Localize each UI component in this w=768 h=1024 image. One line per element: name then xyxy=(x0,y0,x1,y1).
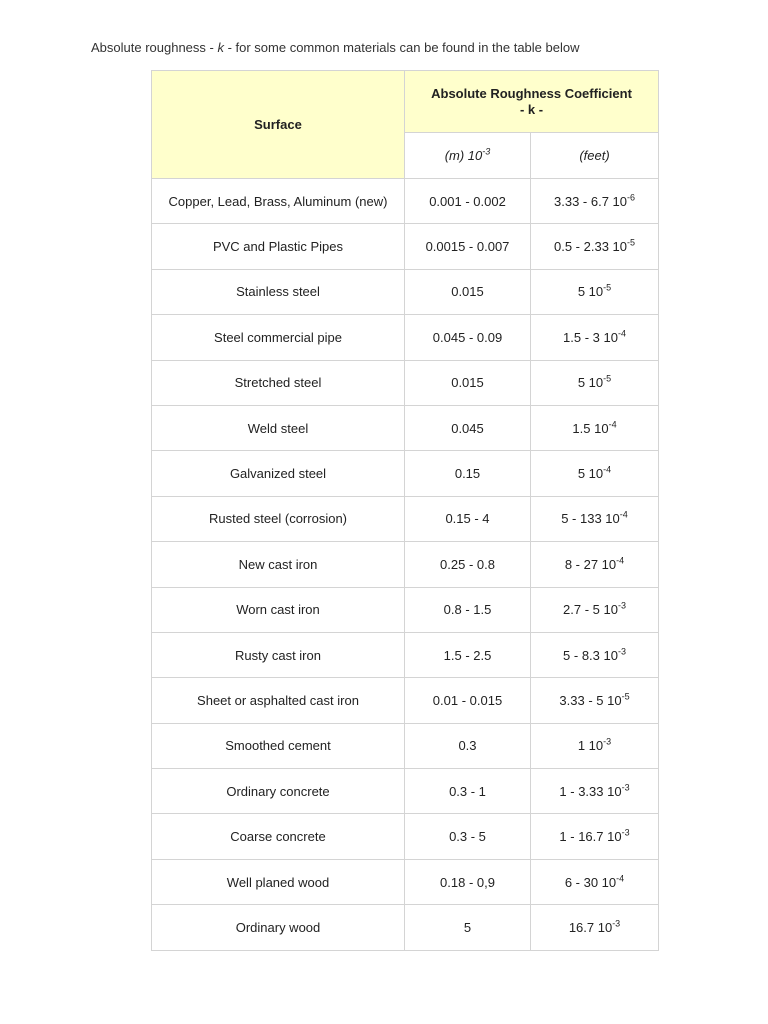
intro-before: Absolute roughness - xyxy=(91,40,218,55)
cell-roughness-meters: 0.001 - 0.002 xyxy=(405,179,531,224)
cell-surface: New cast iron xyxy=(152,542,405,587)
cell-roughness-feet-value: 5 - 133 10 xyxy=(561,511,620,527)
cell-roughness-feet xyxy=(531,814,659,859)
cell-surface: Smoothed cement xyxy=(152,723,405,768)
cell-surface: Worn cast iron xyxy=(152,587,405,632)
cell-surface: Well planed wood xyxy=(152,859,405,904)
header-coefficient-line1: Absolute Roughness Coefficient xyxy=(431,85,632,101)
table-row xyxy=(152,179,659,224)
cell-roughness-feet-value: 5 10 xyxy=(577,466,604,482)
table-row xyxy=(152,496,659,541)
cell-roughness-meters: 1.5 - 2.5 xyxy=(405,632,531,677)
cell-roughness-feet xyxy=(531,269,659,314)
cell-roughness-feet-value: 2.7 - 5 10 xyxy=(563,602,618,618)
cell-roughness-meters: 0.3 xyxy=(405,723,531,768)
cell-roughness-feet-exponent: -4 xyxy=(603,464,612,475)
cell-roughness-meters: 0.25 - 0.8 xyxy=(405,542,531,587)
cell-surface: Weld steel xyxy=(152,405,405,450)
table-row xyxy=(152,723,659,768)
header-unit-feet: (feet) xyxy=(531,133,659,179)
cell-roughness-meters: 0.045 xyxy=(405,405,531,450)
cell-roughness-feet xyxy=(531,632,659,677)
cell-roughness-feet xyxy=(531,859,659,904)
table-row xyxy=(152,360,659,405)
cell-roughness-feet xyxy=(531,542,659,587)
table-row xyxy=(152,632,659,677)
cell-roughness-feet-value: 5 10 xyxy=(577,375,604,391)
table-row xyxy=(152,769,659,814)
header-row-1 xyxy=(152,71,659,133)
cell-roughness-feet-exponent: -3 xyxy=(603,737,612,748)
cell-roughness-meters: 0.01 - 0.015 xyxy=(405,678,531,723)
cell-roughness-feet-value: 5 10 xyxy=(577,284,604,300)
cell-surface: Rusty cast iron xyxy=(152,632,405,677)
table-row xyxy=(152,859,659,904)
cell-roughness-feet-exponent: -4 xyxy=(608,419,617,430)
cell-roughness-meters: 0.0015 - 0.007 xyxy=(405,224,531,269)
cell-roughness-feet xyxy=(531,905,659,950)
intro-k-symbol: k xyxy=(217,40,224,55)
cell-roughness-meters: 5 xyxy=(405,905,531,950)
cell-roughness-feet-exponent: -3 xyxy=(617,646,626,657)
cell-roughness-meters: 0.045 - 0.09 xyxy=(405,315,531,360)
cell-roughness-feet xyxy=(531,678,659,723)
header-coefficient-line2: - k - xyxy=(519,101,544,117)
cell-roughness-feet xyxy=(531,224,659,269)
cell-roughness-meters: 0.3 - 5 xyxy=(405,814,531,859)
table-row xyxy=(152,542,659,587)
cell-roughness-feet-value: 8 - 27 10 xyxy=(564,556,617,572)
cell-roughness-feet-exponent: -3 xyxy=(612,918,621,929)
cell-roughness-feet-exponent: -5 xyxy=(603,283,612,294)
cell-roughness-meters: 0.3 - 1 xyxy=(405,769,531,814)
cell-roughness-feet-value: 6 - 30 10 xyxy=(564,874,617,890)
cell-roughness-feet-exponent: -4 xyxy=(616,873,625,884)
cell-surface: Copper, Lead, Brass, Aluminum (new) xyxy=(152,179,405,224)
table-row xyxy=(152,587,659,632)
cell-roughness-feet-value: 1 - 3.33 10 xyxy=(559,783,622,799)
cell-surface: Rusted steel (corrosion) xyxy=(152,496,405,541)
cell-roughness-feet xyxy=(531,405,659,450)
table-row xyxy=(152,814,659,859)
cell-roughness-feet-value: 1.5 - 3 10 xyxy=(563,329,618,345)
cell-roughness-feet-exponent: -4 xyxy=(619,510,628,521)
cell-roughness-feet-exponent: -6 xyxy=(627,192,636,203)
cell-surface: Stainless steel xyxy=(152,269,405,314)
cell-roughness-feet-value: 16.7 10 xyxy=(568,919,613,935)
cell-roughness-feet-exponent: -4 xyxy=(616,555,625,566)
cell-surface: Steel commercial pipe xyxy=(152,315,405,360)
cell-roughness-feet xyxy=(531,723,659,768)
cell-surface: Galvanized steel xyxy=(152,451,405,496)
cell-roughness-feet xyxy=(531,360,659,405)
table-row xyxy=(152,315,659,360)
intro-text xyxy=(91,40,579,55)
roughness-table xyxy=(151,70,659,951)
cell-roughness-feet-exponent: -4 xyxy=(617,328,626,339)
header-coefficient xyxy=(405,71,659,133)
header-unit-meters xyxy=(405,133,531,179)
header-surface: Surface xyxy=(152,71,405,179)
cell-roughness-feet xyxy=(531,587,659,632)
cell-roughness-feet-exponent: -3 xyxy=(621,782,630,793)
table-row xyxy=(152,451,659,496)
table-row xyxy=(152,405,659,450)
table-row xyxy=(152,678,659,723)
cell-surface: Ordinary concrete xyxy=(152,769,405,814)
cell-surface: PVC and Plastic Pipes xyxy=(152,224,405,269)
cell-roughness-feet-value: 1 - 16.7 10 xyxy=(559,829,622,845)
cell-roughness-meters: 0.15 - 4 xyxy=(405,496,531,541)
table-row xyxy=(152,905,659,950)
cell-roughness-feet xyxy=(531,769,659,814)
cell-roughness-feet xyxy=(531,179,659,224)
header-unit-meters-exponent: -3 xyxy=(482,146,491,157)
cell-surface: Coarse concrete xyxy=(152,814,405,859)
cell-roughness-feet-exponent: -5 xyxy=(603,373,612,384)
cell-roughness-feet xyxy=(531,451,659,496)
cell-roughness-meters: 0.18 - 0,9 xyxy=(405,859,531,904)
cell-roughness-feet-exponent: -5 xyxy=(621,691,630,702)
cell-surface: Sheet or asphalted cast iron xyxy=(152,678,405,723)
cell-surface: Ordinary wood xyxy=(152,905,405,950)
cell-roughness-meters: 0.8 - 1.5 xyxy=(405,587,531,632)
cell-roughness-feet-value: 5 - 8.3 10 xyxy=(563,647,618,663)
cell-roughness-feet-exponent: -5 xyxy=(627,237,636,248)
table-row xyxy=(152,224,659,269)
cell-roughness-feet-exponent: -3 xyxy=(621,827,630,838)
cell-roughness-feet-exponent: -3 xyxy=(617,600,626,611)
cell-roughness-feet-value: 0.5 - 2.33 10 xyxy=(554,239,627,255)
cell-roughness-feet-value: 1.5 10 xyxy=(572,420,609,436)
cell-roughness-feet-value: 3.33 - 6.7 10 xyxy=(554,193,627,209)
cell-roughness-meters: 0.015 xyxy=(405,269,531,314)
header-unit-meters-text: (m) 10 xyxy=(444,148,483,163)
cell-surface: Stretched steel xyxy=(152,360,405,405)
cell-roughness-feet-value: 3.33 - 5 10 xyxy=(559,692,622,708)
cell-roughness-feet-value: 1 10 xyxy=(577,738,604,754)
table-row xyxy=(152,269,659,314)
cell-roughness-feet xyxy=(531,496,659,541)
cell-roughness-meters: 0.015 xyxy=(405,360,531,405)
cell-roughness-feet xyxy=(531,315,659,360)
intro-after: - for some common materials can be found in the table below xyxy=(223,40,580,55)
table-body xyxy=(152,179,659,951)
cell-roughness-meters: 0.15 xyxy=(405,451,531,496)
